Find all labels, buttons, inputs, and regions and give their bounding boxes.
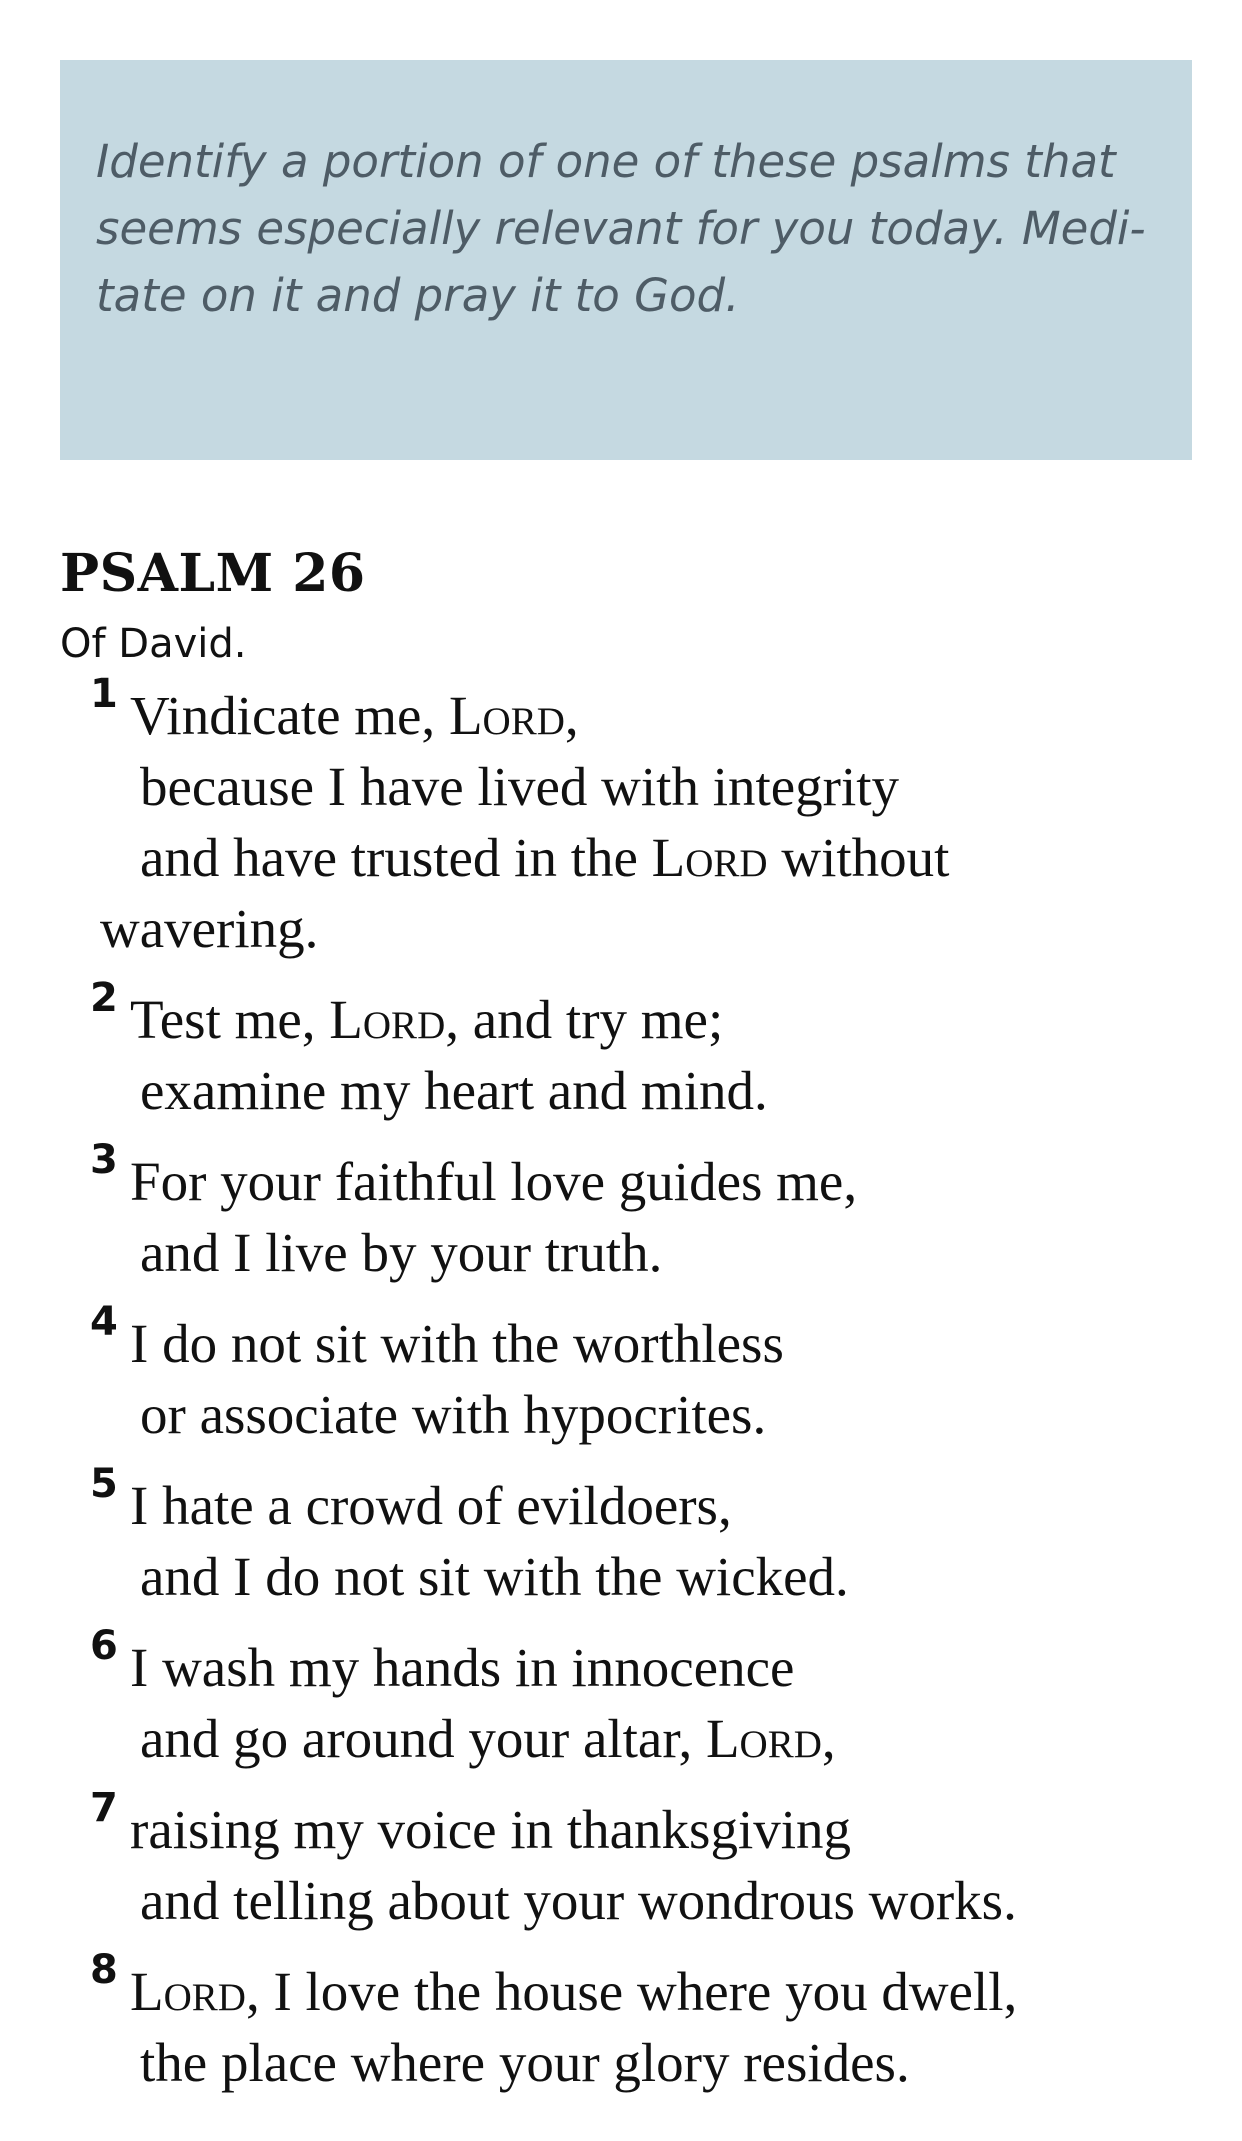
- verse-line: the place where your glory resides.: [140, 2032, 910, 2093]
- verse-number: 6: [90, 1623, 118, 1669]
- verse-line: and I do not sit with the wicked.: [140, 1546, 849, 1607]
- verse-line: examine my heart and mind.: [140, 1060, 768, 1121]
- verse-number: 5: [90, 1461, 118, 1507]
- verse-line: raising my voice in thanksgiving: [130, 1799, 852, 1860]
- verse-line: because I have lived with integrity: [140, 756, 900, 817]
- divine-name-smallcaps: Lord: [651, 827, 768, 888]
- verse-line: and go around your altar, Lord,: [140, 1708, 836, 1769]
- verse-4: [60, 1299, 1200, 1450]
- verse-line: and I live by your truth.: [140, 1222, 663, 1283]
- verse-line: or associate with hypocrites.: [140, 1384, 767, 1445]
- divine-name-smallcaps: Lord: [705, 1708, 822, 1769]
- prompt-line: seems especially relevant for you today. Medi-: [96, 202, 1146, 255]
- verse-1: [60, 671, 1200, 964]
- verse-line: I do not sit with the worthless: [130, 1313, 784, 1374]
- verse-8: [60, 1947, 1200, 2098]
- verse-line: For your faithful love guides me,: [130, 1151, 858, 1212]
- reflection-prompt-box: [60, 60, 1192, 460]
- prompt-line: tate on it and pray it to God.: [96, 269, 740, 322]
- verse-line: and telling about your wondrous works.: [140, 1870, 1017, 1931]
- verse-number: 1: [90, 671, 118, 717]
- verse-line: Lord, I love the house where you dwell,: [130, 1961, 1018, 2022]
- verse-3: [60, 1137, 1200, 1288]
- verse-line: Test me, Lord, and try me;: [130, 989, 724, 1050]
- prompt-line: Identify a portion of one of these psalms that: [96, 135, 1116, 188]
- verse-line: Vindicate me, Lord,: [130, 685, 579, 746]
- verse-line: wavering.: [100, 898, 319, 959]
- psalm-title: PSALM 26: [60, 543, 366, 604]
- divine-name-smallcaps: Lord: [329, 989, 446, 1050]
- verse-2: [60, 975, 1200, 1126]
- verse-line: I hate a crowd of evildoers,: [130, 1475, 732, 1536]
- reflection-prompt-text: [96, 128, 1158, 329]
- verse-5: [60, 1461, 1200, 1612]
- verse-list: [60, 671, 1200, 2098]
- verse-number: 8: [90, 1947, 118, 1993]
- verse-line: I wash my hands in innocence: [130, 1637, 795, 1698]
- verse-7: [60, 1785, 1200, 1936]
- psalm-section: [60, 536, 1200, 2118]
- verse-number: 4: [90, 1299, 118, 1345]
- verse-line: and have trusted in the Lord without: [140, 827, 950, 888]
- verse-number: 7: [90, 1785, 118, 1831]
- divine-name-smallcaps: Lord: [130, 1961, 246, 2022]
- divine-name-smallcaps: Lord: [448, 685, 565, 746]
- psalm-superscription: Of David.: [60, 621, 247, 667]
- verse-6: [60, 1623, 1200, 1774]
- verse-number: 2: [90, 975, 118, 1021]
- verse-number: 3: [90, 1137, 118, 1183]
